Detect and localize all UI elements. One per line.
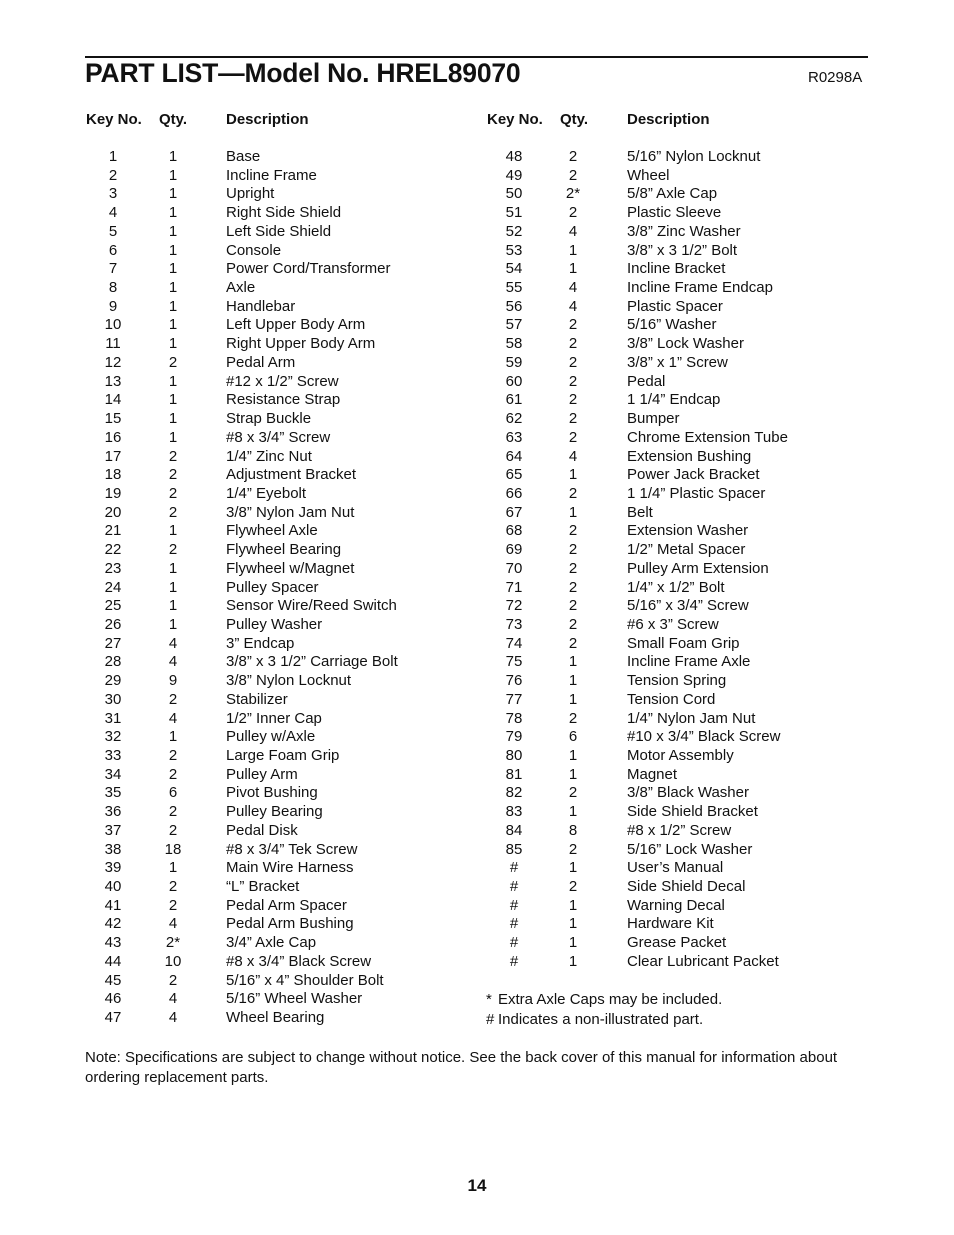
part-qty: 1 <box>168 597 178 615</box>
part-key-no: 73 <box>505 615 523 633</box>
part-qty: 1 <box>168 859 178 877</box>
part-description: 3/8” x 3 1/2” Bolt <box>627 241 738 259</box>
part-key-no: 11 <box>105 335 121 353</box>
part-description: Main Wire Harness <box>226 859 354 877</box>
part-qty: 2 <box>168 484 178 502</box>
description-header: Description <box>627 111 710 128</box>
part-qty: 1 <box>168 148 178 165</box>
part-qty: 1 <box>568 241 578 259</box>
part-qty: 2 <box>168 447 178 465</box>
part-key-no: 22 <box>104 541 122 559</box>
part-description: 3/8” Lock Washer <box>627 335 744 353</box>
part-key-no: 60 <box>505 372 523 390</box>
part-key-no: 1 <box>108 148 118 165</box>
part-qty: 1 <box>168 185 178 203</box>
part-description: Strap Buckle <box>226 410 312 428</box>
part-description: Tension Spring <box>627 672 727 690</box>
part-key-no: 40 <box>104 878 122 896</box>
part-qty: 1 <box>568 260 578 278</box>
qty-header: Qty. <box>560 111 589 128</box>
part-key-no: 43 <box>104 934 122 952</box>
part-key-no: 18 <box>104 466 122 484</box>
part-key-no: 61 <box>505 391 523 409</box>
part-key-no: 2 <box>108 166 118 184</box>
part-qty: 4 <box>568 297 578 315</box>
part-description: Power Jack Bracket <box>627 466 760 484</box>
part-key-no: 15 <box>104 410 122 428</box>
part-qty: 2 <box>568 559 578 577</box>
part-qty: 1 <box>568 952 578 970</box>
part-qty: 2 <box>168 896 178 914</box>
part-key-no: # <box>509 915 519 933</box>
part-description: Incline Frame Axle <box>627 653 751 671</box>
part-qty: 2 <box>168 878 178 896</box>
part-qty: 1 <box>168 391 178 409</box>
part-description: Pulley w/Axle <box>226 728 316 746</box>
part-key-no: 59 <box>505 353 523 371</box>
part-key-no: 34 <box>104 765 122 783</box>
part-description: Side Shield Bracket <box>627 803 758 821</box>
part-description: Pedal Arm <box>226 353 296 371</box>
part-qty: 2 <box>168 971 178 989</box>
part-description: 3/8” x 1” Screw <box>627 353 728 371</box>
part-qty: 1 <box>568 765 578 783</box>
part-qty: 4 <box>568 447 578 465</box>
part-key-no: 25 <box>104 597 122 615</box>
part-key-no: 28 <box>104 653 122 671</box>
part-key-no: # <box>509 859 519 877</box>
part-qty: 2 <box>168 747 178 764</box>
part-description: Hardware Kit <box>627 915 714 933</box>
part-qty: 1 <box>168 279 178 297</box>
part-qty: 1 <box>168 297 178 315</box>
part-description: Console <box>226 241 282 259</box>
part-description: Pulley Bearing <box>226 803 323 821</box>
part-key-no: 83 <box>505 803 523 821</box>
part-key-no: 53 <box>505 241 523 259</box>
key-no-header: Key No. <box>487 111 543 128</box>
part-key-no: 55 <box>505 279 523 297</box>
part-description: Resistance Strap <box>226 391 341 409</box>
part-key-no: 37 <box>104 821 122 839</box>
part-qty: 2 <box>568 578 578 596</box>
part-key-no: 54 <box>505 260 523 278</box>
part-key-no: 21 <box>104 522 122 540</box>
part-qty: 2 <box>568 166 578 184</box>
part-key-no: 48 <box>505 148 523 165</box>
part-key-no: 46 <box>104 990 122 1008</box>
part-qty: 2 <box>568 391 578 409</box>
part-description: Clear Lubricant Packet <box>627 952 779 970</box>
part-key-no: 41 <box>104 896 122 914</box>
part-key-no: 64 <box>505 447 523 465</box>
part-qty: 1 <box>168 578 178 596</box>
part-qty: 1 <box>168 728 178 746</box>
part-description: 5/8” Axle Cap <box>627 185 718 203</box>
part-qty: 1 <box>568 934 578 952</box>
part-description: 5/16” Wheel Washer <box>226 990 363 1008</box>
part-description: Incline Frame <box>226 166 317 184</box>
part-key-no: 27 <box>104 634 122 652</box>
footnote-mark: # <box>486 1010 495 1028</box>
document-code: R0298A <box>808 69 863 86</box>
part-key-no: 39 <box>104 859 122 877</box>
part-description: Sensor Wire/Reed Switch <box>226 597 397 615</box>
part-qty: 1 <box>568 690 578 708</box>
footnote-text: Indicates a non-illustrated part. <box>498 1010 704 1028</box>
part-description: 1 1/4” Plastic Spacer <box>627 484 766 502</box>
part-key-no: 20 <box>104 503 122 521</box>
part-description: Extension Bushing <box>627 447 752 465</box>
part-qty: 1 <box>568 653 578 671</box>
part-key-no: 8 <box>108 279 118 297</box>
part-key-no: 66 <box>505 484 523 502</box>
part-qty: 4 <box>168 990 178 1008</box>
part-key-no: # <box>509 952 519 970</box>
part-key-no: 13 <box>104 372 122 390</box>
footnote-text: Extra Axle Caps may be included. <box>498 991 723 1008</box>
footnote-mark: * <box>486 991 492 1008</box>
part-qty: 1 <box>568 747 578 764</box>
part-description: Incline Frame Endcap <box>627 279 773 297</box>
part-key-no: 81 <box>505 765 523 783</box>
part-qty: 1 <box>168 522 178 540</box>
part-description: Right Side Shield <box>226 204 342 222</box>
part-qty: 2* <box>565 185 581 203</box>
part-key-no: 79 <box>505 728 523 746</box>
part-description: #6 x 3” Screw <box>627 615 719 633</box>
part-key-no: 7 <box>108 260 118 278</box>
part-description: Wheel <box>627 166 670 184</box>
part-qty: 1 <box>568 896 578 914</box>
part-description: Handlebar <box>226 297 296 315</box>
part-key-no: 24 <box>104 578 122 596</box>
part-description: Magnet <box>627 765 678 783</box>
part-description: 1/4” x 1/2” Bolt <box>627 578 725 596</box>
part-qty: 1 <box>168 260 178 278</box>
part-qty: 1 <box>568 803 578 821</box>
part-key-no: 77 <box>505 690 523 708</box>
part-qty: 2 <box>568 484 578 502</box>
part-key-no: 85 <box>505 840 523 858</box>
part-description: Pulley Arm Extension <box>627 559 769 577</box>
part-description: Side Shield Decal <box>627 878 746 896</box>
part-qty: 2 <box>568 148 578 165</box>
part-description: 3/4” Axle Cap <box>226 934 317 952</box>
part-description: Small Foam Grip <box>627 634 740 652</box>
part-qty: 2 <box>168 541 178 559</box>
part-description: 1/4” Zinc Nut <box>226 447 312 465</box>
part-qty: 2 <box>568 709 578 727</box>
part-description: #8 x 3/4” Black Screw <box>226 952 372 970</box>
part-key-no: 71 <box>505 578 523 596</box>
part-qty: 4 <box>568 279 578 297</box>
part-key-no: 49 <box>505 166 523 184</box>
part-qty: 1 <box>168 335 178 353</box>
part-description: Extension Washer <box>627 522 749 540</box>
specifications-note: Note: Specifications are subject to change without notice. See the back cover of this manual for information about ordering replacement parts. <box>85 1049 838 1086</box>
part-key-no: 32 <box>104 728 122 746</box>
part-qty: 18 <box>164 840 182 858</box>
part-description: Pedal Disk <box>226 821 298 839</box>
part-description: Left Side Shield <box>226 222 332 240</box>
part-qty: 1 <box>168 241 178 259</box>
part-key-no: 84 <box>505 821 523 839</box>
part-description: 3/8” Zinc Washer <box>627 222 741 240</box>
part-description: 5/16” x 4” Shoulder Bolt <box>226 971 384 989</box>
part-key-no: 23 <box>104 559 122 577</box>
part-description: 3/8” Nylon Locknut <box>226 672 352 690</box>
part-key-no: 62 <box>505 410 523 428</box>
part-qty: 1 <box>168 428 178 446</box>
part-key-no: 16 <box>104 428 122 446</box>
part-qty: 4 <box>168 653 178 671</box>
part-qty: 1 <box>568 466 578 484</box>
part-description: Chrome Extension Tube <box>627 428 788 446</box>
part-qty: 2 <box>568 410 578 428</box>
part-description: 1 1/4” Endcap <box>627 391 721 409</box>
part-qty: 2 <box>168 466 178 484</box>
part-key-no: 47 <box>104 1009 122 1027</box>
part-qty: 2 <box>168 503 178 521</box>
part-qty: 1 <box>568 859 578 877</box>
part-qty: 2 <box>568 541 578 559</box>
part-qty: 2 <box>568 335 578 353</box>
part-key-no: 19 <box>104 484 122 502</box>
part-qty: 2 <box>568 372 578 390</box>
part-key-no: 78 <box>505 709 523 727</box>
part-key-no: 58 <box>505 335 523 353</box>
part-key-no: 75 <box>505 653 523 671</box>
part-description: Grease Packet <box>627 934 727 952</box>
part-description: Pulley Spacer <box>226 578 319 596</box>
part-description: Plastic Spacer <box>627 297 723 315</box>
part-key-no: 57 <box>505 316 523 334</box>
part-description: 1/2” Inner Cap <box>226 709 322 727</box>
part-qty: 4 <box>168 915 178 933</box>
part-description: Stabilizer <box>226 690 288 708</box>
part-description: #10 x 3/4” Black Screw <box>627 728 781 746</box>
key-no-header: Key No. <box>86 111 142 128</box>
part-description: Wheel Bearing <box>226 1009 325 1027</box>
page-number: 14 <box>467 1176 487 1195</box>
part-qty: 2 <box>568 840 578 858</box>
part-qty: 2 <box>168 690 178 708</box>
part-description: Pulley Washer <box>226 615 323 633</box>
part-key-no: 76 <box>505 672 523 690</box>
part-key-no: 80 <box>505 747 523 764</box>
part-qty: 2 <box>568 634 578 652</box>
part-description: Pulley Arm <box>226 765 298 783</box>
part-description: User’s Manual <box>627 859 724 877</box>
part-description: 5/16” x 3/4” Screw <box>627 597 749 615</box>
part-key-no: # <box>509 934 519 952</box>
part-description: 3/8” x 3 1/2” Carriage Bolt <box>226 653 398 671</box>
part-key-no: 10 <box>104 316 122 334</box>
part-description: #8 x 3/4” Screw <box>226 428 331 446</box>
part-description: Motor Assembly <box>627 747 734 764</box>
part-key-no: 4 <box>108 204 118 222</box>
part-key-no: 9 <box>108 297 118 315</box>
part-key-no: 65 <box>505 466 523 484</box>
part-qty: 2 <box>568 353 578 371</box>
part-description: 3/8” Nylon Jam Nut <box>226 503 355 521</box>
part-description: Incline Bracket <box>627 260 726 278</box>
part-qty: 4 <box>568 222 578 240</box>
part-key-no: 74 <box>505 634 523 652</box>
part-description: 3/8” Black Washer <box>627 784 749 802</box>
part-key-no: 12 <box>104 353 122 371</box>
part-description: Base <box>226 148 261 165</box>
part-description: 3” Endcap <box>226 634 295 652</box>
part-key-no: 50 <box>505 185 523 203</box>
part-description: Pivot Bushing <box>226 784 318 802</box>
part-description: #8 x 1/2” Screw <box>627 821 732 839</box>
part-qty: 4 <box>168 634 178 652</box>
part-key-no: 3 <box>108 185 118 203</box>
part-description: 5/16” Nylon Locknut <box>627 148 761 165</box>
part-key-no: 29 <box>104 672 122 690</box>
part-key-no: 82 <box>505 784 523 802</box>
part-description: Bumper <box>627 410 680 428</box>
part-qty: 4 <box>168 709 178 727</box>
part-description: Flywheel w/Magnet <box>226 559 355 577</box>
part-description: Flywheel Axle <box>226 522 318 540</box>
qty-header: Qty. <box>159 111 188 128</box>
part-description: Upright <box>226 185 275 203</box>
part-key-no: 35 <box>104 784 122 802</box>
part-qty: 2 <box>568 597 578 615</box>
part-key-no: 51 <box>505 204 523 222</box>
part-description: Adjustment Bracket <box>226 466 357 484</box>
part-description: Plastic Sleeve <box>627 204 722 222</box>
part-key-no: 5 <box>108 222 118 240</box>
part-description: Pedal <box>627 372 666 390</box>
part-key-no: 69 <box>505 541 523 559</box>
part-description: Flywheel Bearing <box>226 541 342 559</box>
part-description: Axle <box>226 279 256 297</box>
part-qty: 1 <box>568 503 578 521</box>
part-qty: 2 <box>568 204 578 222</box>
part-description: Pedal Arm Spacer <box>226 896 347 914</box>
part-description: 5/16” Lock Washer <box>627 840 753 858</box>
part-description: 1/2” Metal Spacer <box>627 541 746 559</box>
part-description: Right Upper Body Arm <box>226 335 376 353</box>
part-key-no: 42 <box>104 915 122 933</box>
part-description: Tension Cord <box>627 690 716 708</box>
part-qty: 1 <box>168 204 178 222</box>
part-qty: 2 <box>568 615 578 633</box>
part-qty: 1 <box>168 166 178 184</box>
part-qty: 2 <box>568 784 578 802</box>
part-qty: 1 <box>568 672 578 690</box>
part-key-no: # <box>509 878 519 896</box>
part-description: Warning Decal <box>627 896 725 914</box>
part-description: Pedal Arm Bushing <box>226 915 354 933</box>
part-qty: 9 <box>168 672 178 690</box>
part-key-no: 68 <box>505 522 523 540</box>
part-description: 1/4” Eyebolt <box>226 484 307 502</box>
part-key-no: # <box>509 896 519 914</box>
part-key-no: 14 <box>104 391 122 409</box>
part-qty: 4 <box>168 1009 178 1027</box>
part-qty: 1 <box>168 372 178 390</box>
part-key-no: 72 <box>505 597 523 615</box>
part-qty: 2 <box>168 765 178 783</box>
part-qty: 2 <box>568 878 578 896</box>
part-key-no: 38 <box>104 840 122 858</box>
part-description: 5/16” Washer <box>627 316 717 334</box>
part-key-no: 70 <box>505 559 523 577</box>
page-title: PART LIST—Model No. HREL89070 <box>85 58 521 88</box>
part-description: Belt <box>627 503 653 521</box>
part-key-no: 56 <box>505 297 523 315</box>
part-description: 1/4” Nylon Jam Nut <box>627 709 756 727</box>
part-qty: 1 <box>168 222 178 240</box>
part-qty: 1 <box>168 410 178 428</box>
part-key-no: 36 <box>104 803 122 821</box>
part-key-no: 26 <box>104 615 122 633</box>
part-description: Power Cord/Transformer <box>226 260 391 278</box>
part-qty: 2 <box>568 316 578 334</box>
part-qty: 1 <box>168 615 178 633</box>
part-qty: 6 <box>168 784 178 802</box>
part-qty: 10 <box>164 952 182 970</box>
part-key-no: 45 <box>104 971 122 989</box>
part-key-no: 30 <box>104 690 122 708</box>
part-qty: 6 <box>568 728 578 746</box>
part-key-no: 33 <box>104 747 122 764</box>
part-key-no: 44 <box>104 952 122 970</box>
part-qty: 2* <box>165 934 181 952</box>
part-description: #8 x 3/4” Tek Screw <box>226 840 358 858</box>
part-key-no: 67 <box>505 503 523 521</box>
part-key-no: 31 <box>104 709 122 727</box>
part-qty: 2 <box>168 821 178 839</box>
part-qty: 8 <box>568 821 578 839</box>
part-qty: 2 <box>568 428 578 446</box>
part-qty: 2 <box>168 803 178 821</box>
part-qty: 2 <box>168 353 178 371</box>
part-qty: 2 <box>568 522 578 540</box>
part-key-no: 17 <box>104 447 122 465</box>
part-key-no: 6 <box>108 241 118 259</box>
part-description: #12 x 1/2” Screw <box>226 372 339 390</box>
part-qty: 1 <box>168 316 178 334</box>
part-qty: 1 <box>168 559 178 577</box>
part-qty: 1 <box>568 915 578 933</box>
part-description: Left Upper Body Arm <box>226 316 366 334</box>
description-header: Description <box>226 111 309 128</box>
part-description: Large Foam Grip <box>226 747 340 764</box>
part-description: “L” Bracket <box>226 878 300 896</box>
part-key-no: 63 <box>505 428 523 446</box>
part-key-no: 52 <box>505 222 523 240</box>
